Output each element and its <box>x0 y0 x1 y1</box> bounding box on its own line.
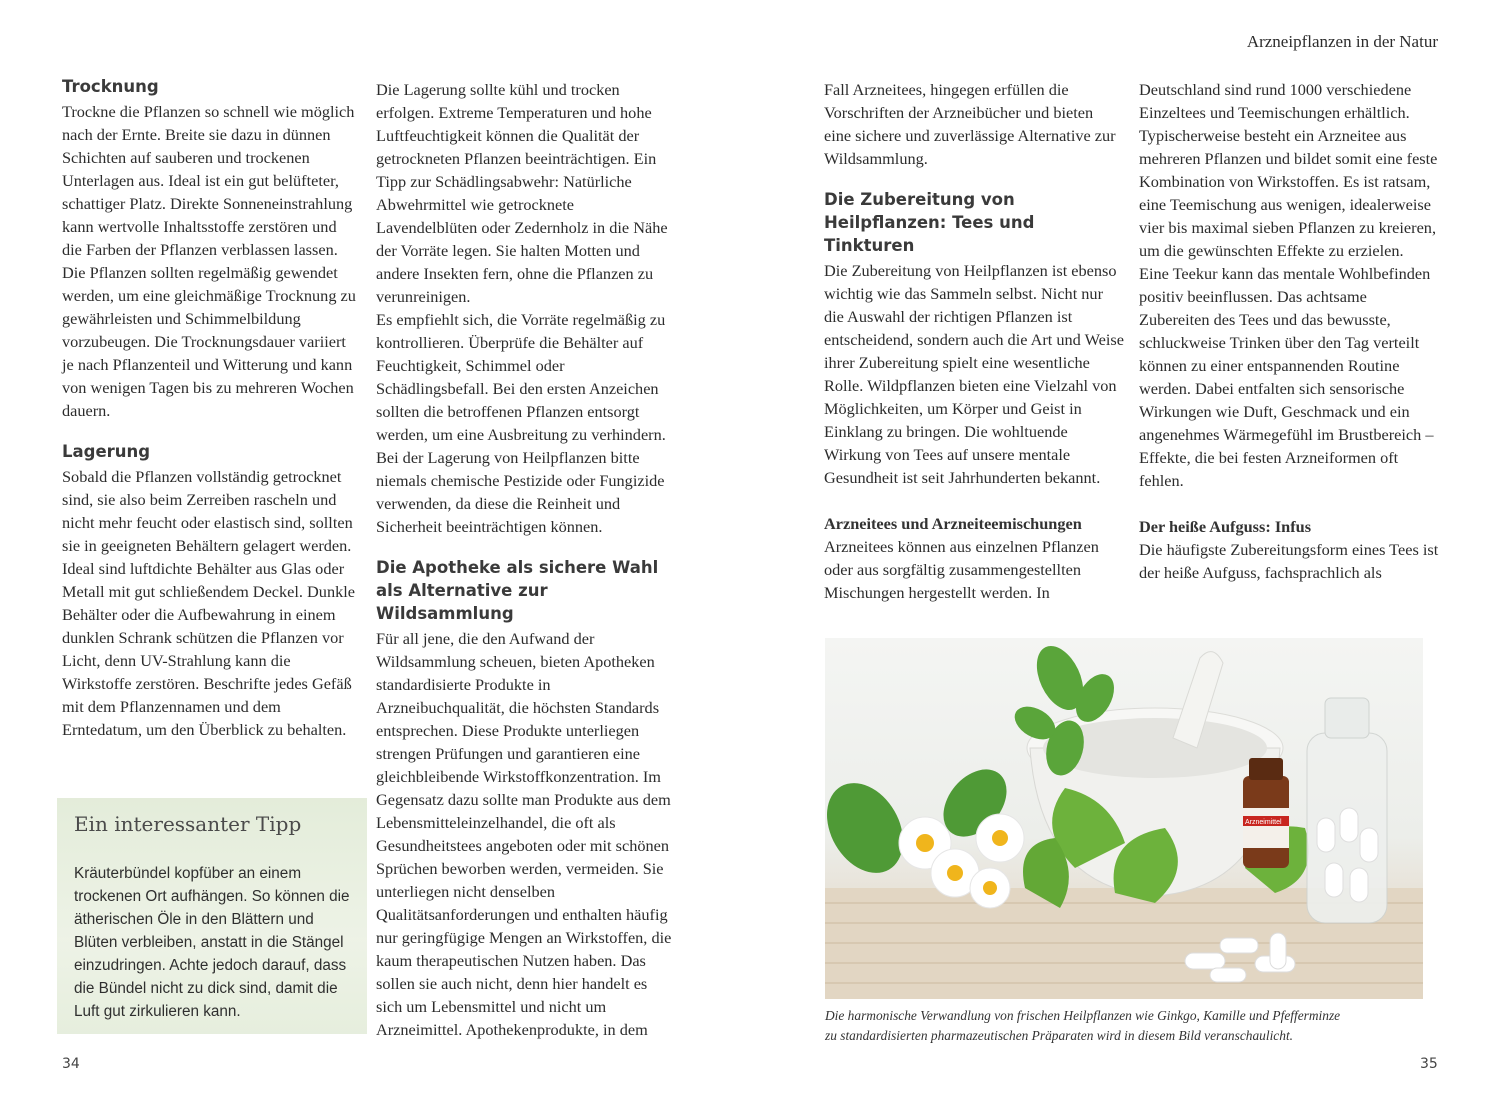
heading-lagerung: Lagerung <box>62 442 151 461</box>
right-column-2 <box>1139 78 1439 584</box>
paragraph-teekur: Eine Teekur kann das mentale Wohlbefinden positiv beeinflussen. Das achtsame Zubereiten des Tees und das bewusste, schluckweise Trinken über den Tag verteilt können zu einer entspannenden Routine werden. Dabei entfalten sich sensorische Wirkungen wie Duft, Geschmack und ein angenehmes Wärmegefühl im Brustbereich – Effekte, die bei festen Arzneiformen oft fehlen. <box>1139 264 1434 490</box>
paragraph-lagerung: Sobald die Pflanzen vollständig getrocknet sind, sie also beim Zerreiben rascheln und nicht mehr feucht oder elastisch sind, sollten sie in geeigneten Behältern gelagert werden. Ideal sind luftdichte Behälter aus Glas oder Metall mit gut schließendem Deckel. Dunkle Behälter oder die Aufbewahrung in einem dunklen Schrank schützen die Pflanzen vor Licht, denn UV-Strahlung kann die Wirkstoffe zerstören. Beschrifte jedes Gefäß mit dem Pflanzennamen und dem Erntedatum, um den Überblick zu behalten. <box>62 467 355 739</box>
paragraph-zubereitung: Die Zubereitung von Heilpflanzen ist ebenso wichtig wie das Sammeln selbst. Nicht nur die Auswahl der richtigen Pflanzen ist entscheidend, sondern auch die Art und Weise ihrer Zubereitung spielt eine wesentliche Rolle. Wildpflanzen bieten eine Vielzahl von Möglichkeiten, um Körper und Geist in Einklang zu bringen. Die wohltuende Wirkung von Tees auf unsere mentale Gesundheit ist seit Jahrhunderten bekannt. <box>824 261 1124 487</box>
right-column-1 <box>824 78 1124 604</box>
heading-infus: Der heiße Aufguss: Infus <box>1139 517 1312 536</box>
heading-zubereitung: Die Zubereitung von Heilpflanzen: Tees und Tinkturen <box>824 190 1035 255</box>
tip-title: Ein interessanter Tipp <box>74 812 302 836</box>
page-number-right: 35 <box>1420 1056 1438 1072</box>
herbal-photo <box>825 638 1423 999</box>
heading-arzneitees: Arzneitees und Arzneiteemischungen <box>824 514 1082 533</box>
paragraph-kontrolle: Es empfiehlt sich, die Vorräte regelmäßig zu kontrollieren. Überprüfe die Behälter auf Feuchtigkeit, Schimmel oder Schädlingsbefall. Bei den ersten Anzeichen sollten die betroffenen Pflanzen entsorgt werden, um eine Ausbreitung zu verhindern. Bei der Lagerung von Heilpflanzen bitte niemals chemische Pestizide oder Fungizide verwenden, da diese die Reinheit und Sicherheit beeinträchtigen können. <box>376 310 666 536</box>
heading-apotheke: Die Apotheke als sichere Wahl als Alternative zur Wildsammlung <box>376 558 659 623</box>
running-head: Arzneipflanzen in der Natur <box>1246 32 1438 51</box>
tip-box <box>57 798 367 1034</box>
paragraph-apotheke: Für all jene, die den Aufwand der Wildsammlung scheuen, bieten Apotheken standardisierte Produkte in Arzneibuchqualität, die höchsten Standards entsprechen. Diese Produkte unterliegen strengen Prüfungen und garantieren eine gleichbleibende Wirkstoffkonzentration. Im Gegensatz dazu sollte man Produkte aus dem Lebensmitteleinzelhandel, die oft als Gesundheitstees angeboten oder mit schönen Sprüchen beworben werden, vermeiden. Sie unterliegen nicht denselben Qualitätsanforderungen und enthalten häufig nur geringfügige Mengen an Wirkstoffen, die kaum therapeutischen Nutzen haben. Das sollen sie auch nicht, denn hier handelt es sich um Lebensmittel und nicht um Arzneimittel. Apothekenprodukte, in dem <box>376 629 672 1039</box>
tip-text: Kräuterbündel kopfüber an einem trockenen Ort aufhängen. So können die ätherischen Öle in den Blättern und Blüten verbleiben, anstatt in die Stängel einzudringen. Achte jedoch darauf, dass die Bündel nicht zu dick sind, damit die Luft gut zirkulieren kann. <box>74 865 350 1020</box>
bottle-label-text: Arzneimittel <box>1245 819 1282 826</box>
page-number-left: 34 <box>62 1056 80 1072</box>
paragraph-arzneitees-intro: Fall Arzneitees, hingegen erfüllen die Vorschriften der Arzneibücher und bieten eine sichere und zuverlässige Alternative zur Wildsammlung. <box>824 80 1116 168</box>
photo-caption <box>825 1006 1425 1046</box>
caption-line-2: zu standardisierten pharmazeutischen Präparaten wird in diesem Bild veranschaulicht. <box>825 1028 1294 1043</box>
paragraph-infus: Die häufigste Zubereitungsform eines Tees ist der heiße Aufguss, fachsprachlich als <box>1139 540 1439 582</box>
herbal-photo-illustration <box>825 638 1423 999</box>
left-column-2 <box>376 78 674 1041</box>
paragraph-einzeltees: Deutschland sind rund 1000 verschiedene Einzeltees und Teemischungen erhältlich. Typischerweise besteht ein Arzneitee aus mehreren Pflanzen und bildet somit eine feste Kombination von Wirkstoffen. Es ist ratsam, eine Teemischung aus wenigen, idealerweise vier bis maximal sieben Pflanzen zu kreieren, um die gewünschten Effekte zu erzielen. <box>1139 80 1438 260</box>
heading-trocknung: Trocknung <box>62 77 159 96</box>
paragraph-lagerung-cont: Die Lagerung sollte kühl und trocken erfolgen. Extreme Temperaturen und hohe Luftfeuchtigkeit können die Qualität der getrockneten Pflanzen beeinträchtigen. Ein Tipp zur Schädlingsabwehr: Natürliche Abwehrmittel wie getrocknete Lavendelblüten oder Zedernholz in die Nähe der Vorräte legen. Sie halten Motten und andere Insekten fern, ohne die Pflanzen zu verunreinigen. <box>376 80 668 306</box>
paragraph-arzneitees: Arzneitees können aus einzelnen Pflanzen oder aus sorgfältig zusammengestellten Mischungen hergestellt werden. In <box>824 537 1099 602</box>
caption-line-1: Die harmonische Verwandlung von frischen Heilpflanzen wie Ginkgo, Kamille und Pfefferminze <box>825 1008 1341 1023</box>
left-column-1 <box>62 75 360 741</box>
paragraph-trocknung: Trockne die Pflanzen so schnell wie möglich nach der Ernte. Breite sie dazu in dünnen Schichten auf sauberen und trockenen Unterlagen aus. Ideal ist ein gut belüfteter, schattiger Platz. Direkte Sonneneinstrahlung kann wertvolle Inhaltsstoffe zerstören und die Farben der Pflanzen verblassen lassen. Die Pflanzen sollten regelmäßig gewendet werden, um eine gleichmäßige Trocknung zu gewährleisten und Schimmelbildung vorzubeugen. Die Trocknungsdauer variiert je nach Pflanzenteil und Witterung und kann von wenigen Tagen bis zu mehreren Wochen dauern. <box>62 102 356 420</box>
